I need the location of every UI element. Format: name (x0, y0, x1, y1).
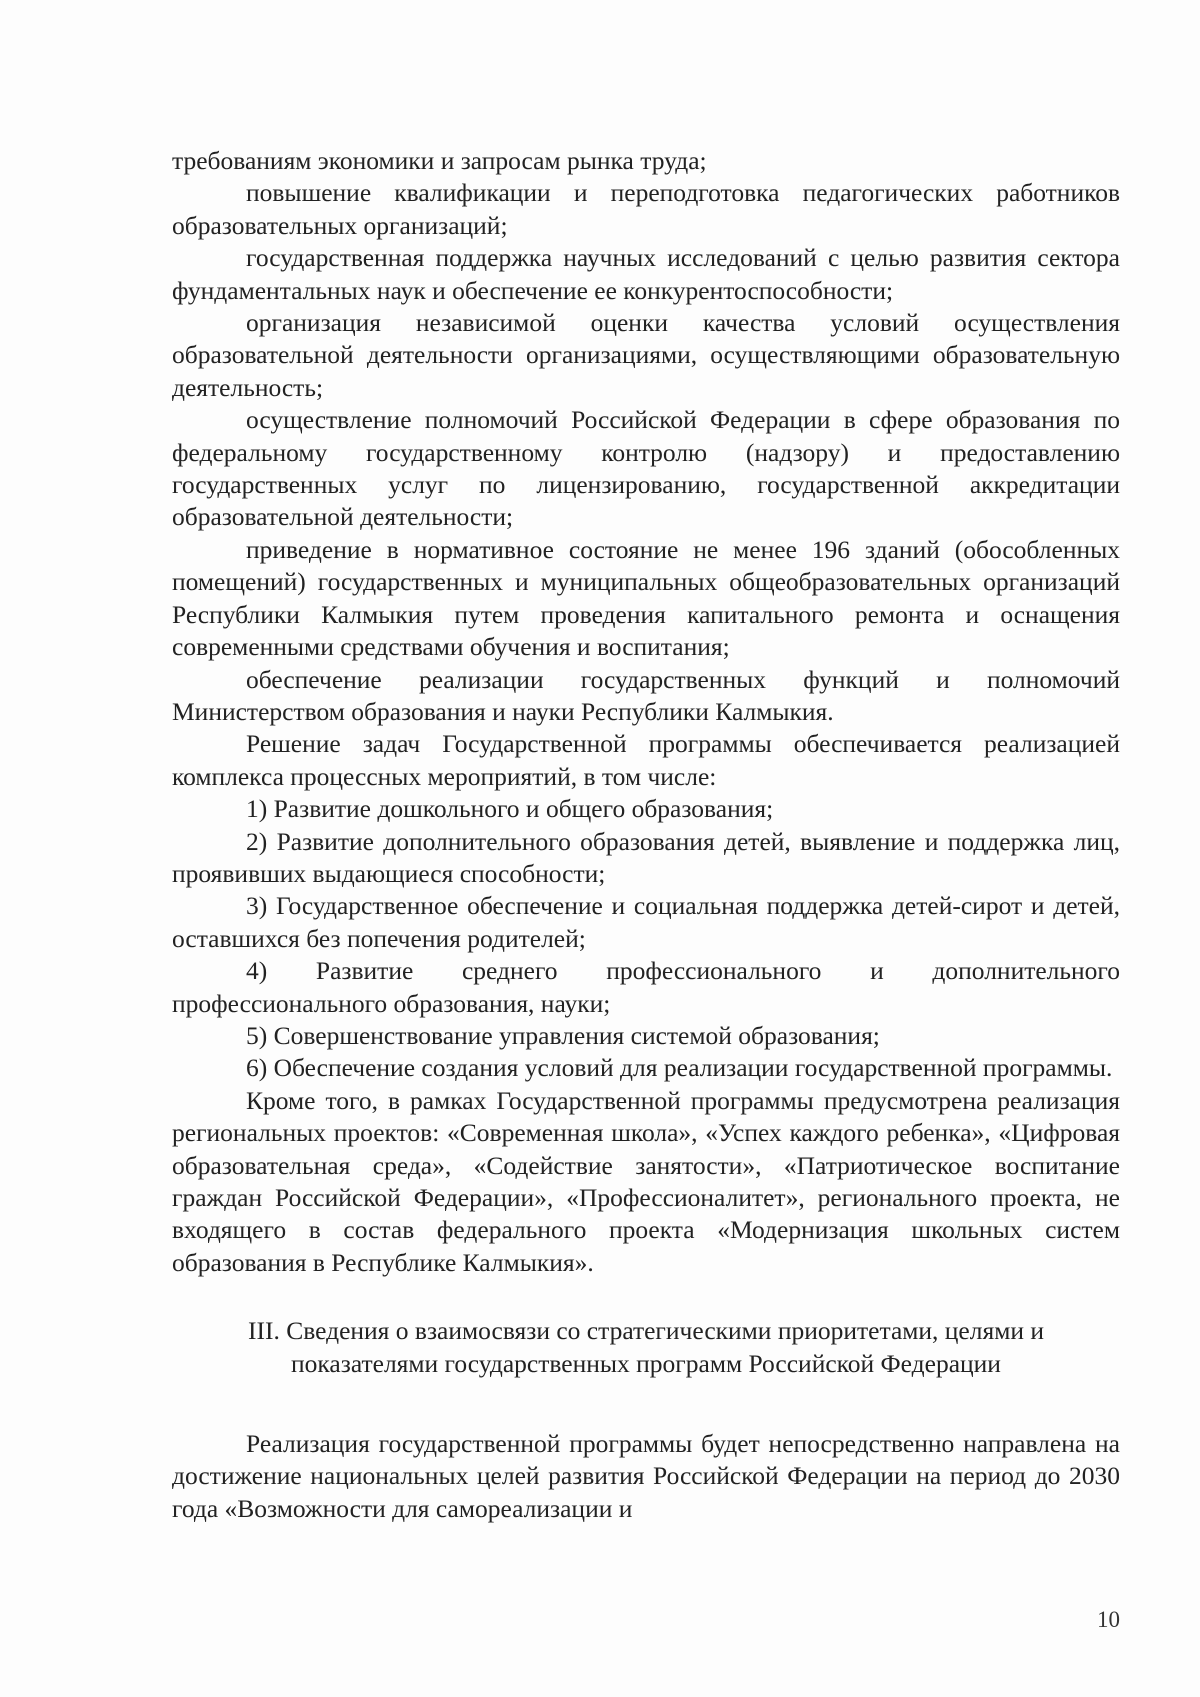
list-item-5: 5) Совершенствование управления системой образования; (246, 1020, 880, 1050)
paragraph-program-tasks: Решение задач Государственной программы обеспечивается реализацией комплекса процессных мероприятий, в том числе: (172, 729, 1120, 791)
document-body (172, 145, 1120, 1525)
paragraph-ministry-functions: обеспечение реализации государственных функций и полномочий Министерством образования и науки Республики Калмыкия. (172, 664, 1120, 726)
paragraph-teacher-training: повышение квалификации и переподготовка педагогических работников образовательных организаций; (172, 178, 1120, 240)
paragraph-national-goals: Реализация государственной программы будет непосредственно направлена на достижение национальных целей развития Российской Федерации на период до 2030 года «Возможности для самореализации и (172, 1429, 1120, 1523)
paragraph-regional-projects: Кроме того, в рамках Государственной программы предусмотрена реализация региональных проектов: «Современная школа», «Успех каждого ребенка», «Цифровая образовательная среда», «Содействие занятости», «Патриотическое воспитание граждан Российской Федерации», «Профессионалитет», регионального проекта, не входящего в состав федерального проекта «Модернизация школьных систем образования в Республике Калмыкия». (172, 1085, 1120, 1277)
paragraph-research-support: государственная поддержка научных исследований с целью развития сектора фундаментальных наук и обеспечение ее конкурентоспособности; (172, 243, 1120, 305)
list-item-4: 4) Развитие среднего профессионального и дополнительного профессионального образования, науки; (172, 956, 1120, 1018)
list-item-3: 3) Государственное обеспечение и социальная поддержка детей-сирот и детей, оставшихся без попечения родителей; (172, 891, 1120, 953)
paragraph-quality-assessment: организация независимой оценки качества условий осуществления образовательной деятельности организациями, осуществляющими образовательную деятельность; (172, 308, 1120, 402)
list-item-1: 1) Развитие дошкольного и общего образования; (246, 794, 774, 824)
page-number: 10 (1097, 1607, 1120, 1632)
paragraph-buildings-repair: приведение в нормативное состояние не менее 196 зданий (обособленных помещений) государственных и муниципальных общеобразовательных организаций Республики Калмыкия путем проведения капитального ремонта и оснащения современными средствами обучения и воспитания; (172, 534, 1120, 662)
list-item-2: 2) Развитие дополнительного образования детей, выявление и поддержка лиц, проявивших выдающиеся способности; (172, 826, 1120, 888)
paragraph-federal-powers: осуществление полномочий Российской Федерации в сфере образования по федеральному государственному контролю (надзору) и предоставлению государственных услуг по лицензированию, государственной аккредитации образовательной деятельности; (172, 405, 1120, 532)
list-item-6: 6) Обеспечение создания условий для реализации государственной программы. (246, 1053, 1113, 1083)
paragraph-continuation: требованиям экономики и запросам рынка труда; (172, 146, 707, 175)
section-heading: III. Сведения о взаимосвязи со стратегическими приоритетами, целями и показателями государственных программ Российской Федерации (247, 1316, 1045, 1378)
